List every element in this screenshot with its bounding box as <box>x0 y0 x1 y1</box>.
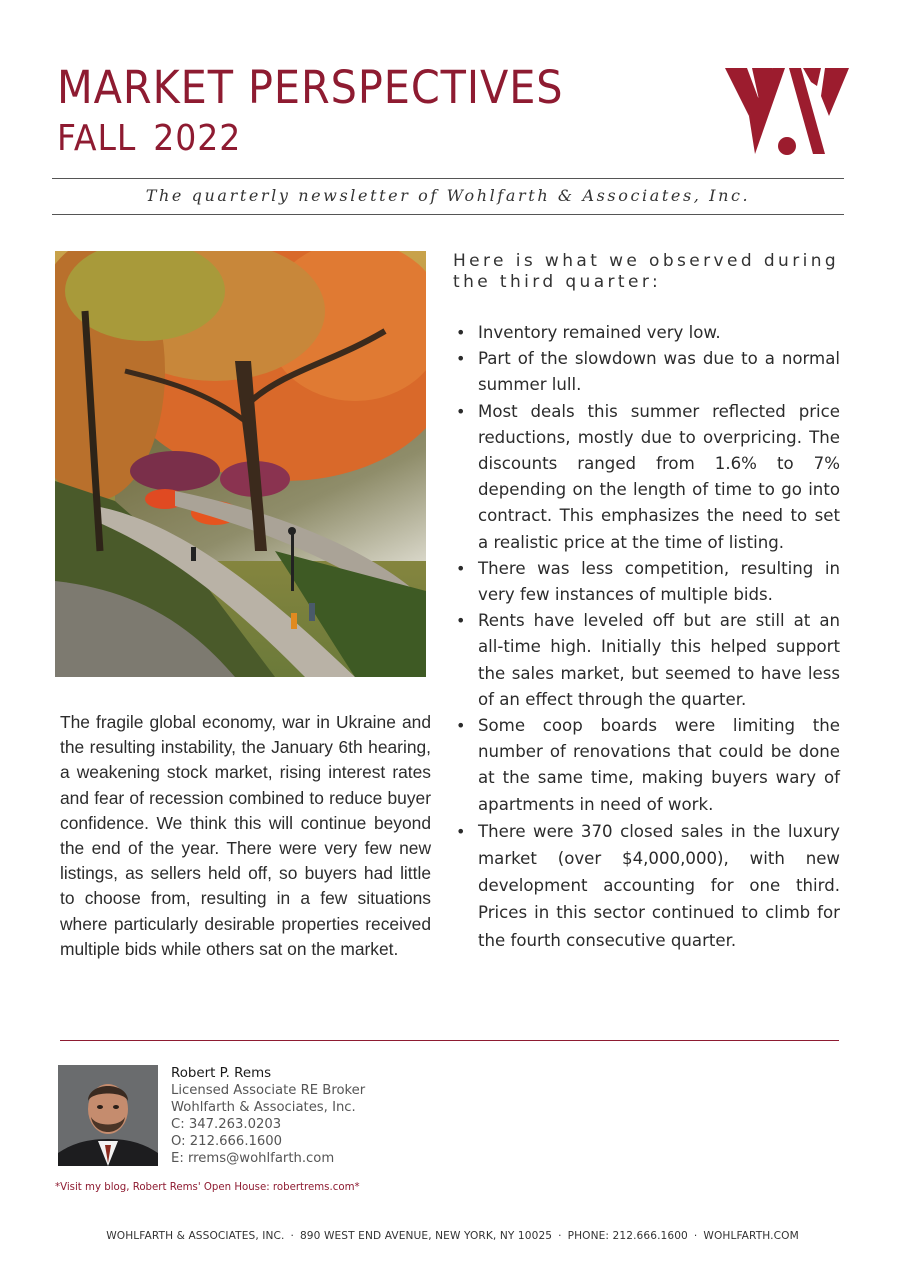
list-item-text: There was less competition, resulting in very few instances of multiple bids. <box>478 558 840 605</box>
blog-link[interactable]: *Visit my blog, Robert Rems' Open House: robertrems.com* <box>55 1182 360 1193</box>
list-item <box>454 608 840 713</box>
issue-subtitle: FALL 2022 <box>57 118 242 159</box>
observations-heading: Here is what we observed during the third quarter: <box>453 251 840 292</box>
footer-separator: · <box>290 1230 294 1242</box>
footer-separator: · <box>558 1230 562 1242</box>
observations-list <box>454 320 840 954</box>
bullet-icon: • <box>456 558 466 578</box>
page-footer <box>0 1230 905 1242</box>
list-item-text: Most deals this summer reflected price reductions, mostly due to overpricing. The discounts ranged from 1.6% to 7% depending on the length of time to go into contract. This emphasizes the need to set a realistic price at the time of listing. <box>478 401 840 552</box>
header-top-rule <box>52 178 844 179</box>
bullet-icon: • <box>456 716 466 736</box>
bullet-icon: • <box>456 323 466 342</box>
section-divider <box>60 1040 839 1041</box>
broker-company: Wohlfarth & Associates, Inc. <box>171 1100 356 1115</box>
list-item-text: There were 370 closed sales in the luxury market (over $4,000,000), with new development accounting for one third. Prices in this sector continued to climb for the fourth consecutive quarter. <box>478 821 840 950</box>
bullet-icon: • <box>456 821 466 841</box>
footer-separator: · <box>693 1230 698 1242</box>
wohlfarth-logo <box>725 68 849 158</box>
footer-company: WOHLFARTH & ASSOCIATES, INC. <box>106 1230 285 1242</box>
autumn-park-photo <box>55 251 426 677</box>
list-item <box>454 320 840 346</box>
footer-address: 890 WEST END AVENUE, NEW YORK, NY 10025 <box>299 1230 553 1242</box>
newsletter-title: MARKET PERSPECTIVES <box>57 61 564 114</box>
list-item-text: Inventory remained very low. <box>478 323 721 342</box>
broker-portrait <box>58 1065 158 1166</box>
broker-name: Robert P. Rems <box>171 1066 272 1081</box>
bullet-icon: • <box>456 401 466 421</box>
list-item <box>454 399 840 556</box>
broker-office-phone: O: 212.666.1600 <box>171 1134 283 1149</box>
list-item <box>454 556 840 608</box>
broker-email[interactable]: E: rrems@wohlfarth.com <box>171 1151 335 1166</box>
bullet-icon: • <box>456 349 466 369</box>
list-item <box>454 818 840 954</box>
header-bottom-rule <box>52 214 844 215</box>
footer-phone: PHONE: 212.666.1600 <box>567 1230 688 1242</box>
list-item-text: Some coop boards were limiting the number of renovations that could be done at the same time, making buyers wary of apartments in need of work. <box>478 716 840 814</box>
list-item <box>454 346 840 398</box>
newsletter-tagline: The quarterly newsletter of Wohlfarth & Associates, Inc. <box>145 186 751 205</box>
broker-contact-card <box>171 1065 471 1167</box>
market-summary-paragraph: The fragile global economy, war in Ukraine and the resulting instability, the January 6th hearing, a weakening stock market, rising interest rates and fear of recession combined to reduce buyer confidence. We think this will continue beyond the end of the year. There were very few new listings, as sellers held off, so buyers had little to choose from, resulting in a few situations where particularly desirable properties received multiple bids while others sat on the market. <box>60 712 431 959</box>
bullet-icon: • <box>456 611 466 631</box>
broker-cell-phone: C: 347.263.0203 <box>171 1117 282 1132</box>
list-item-text: Rents have leveled off but are still at an all-time high. Initially this helped support the sales market, but seemed to have less of an effect through the quarter. <box>478 611 840 709</box>
broker-title: Licensed Associate RE Broker <box>171 1083 366 1098</box>
footer-website[interactable]: WOHLFARTH.COM <box>703 1230 799 1242</box>
list-item <box>454 713 840 818</box>
list-item-text: Part of the slowdown was due to a normal summer lull. <box>478 349 840 395</box>
